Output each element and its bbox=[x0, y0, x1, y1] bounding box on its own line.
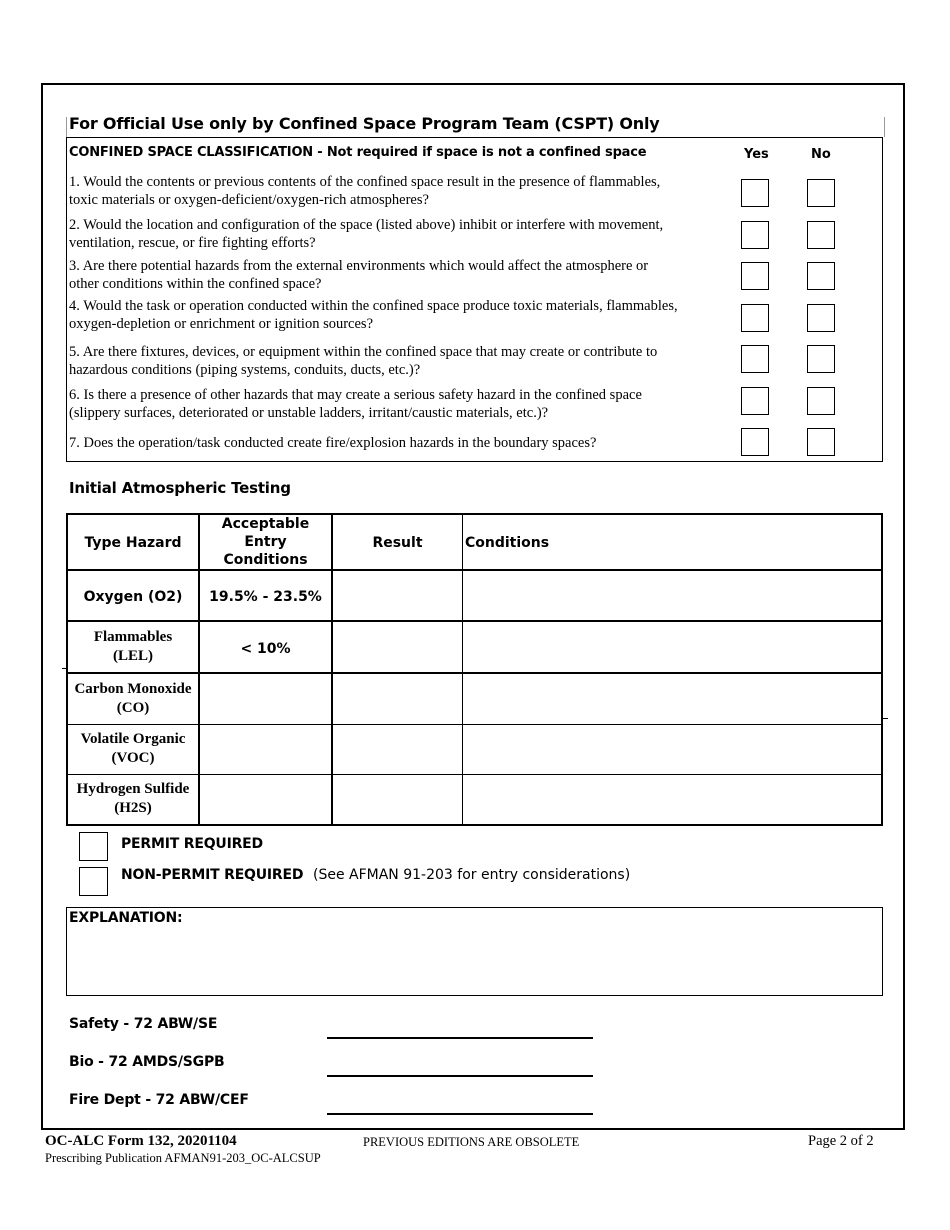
question-1-line2: toxic materials or oxygen-deficient/oxygen-rich atmospheres? bbox=[69, 192, 429, 208]
acceptable-cell: < 10% bbox=[199, 621, 332, 673]
hazard-cell: Oxygen (O2) bbox=[67, 570, 199, 621]
table-row bbox=[67, 621, 882, 673]
footer-editions-note: PREVIOUS EDITIONS ARE OBSOLETE bbox=[363, 1135, 580, 1149]
signature-label-safety: Safety - 72 ABW/SE bbox=[69, 1016, 218, 1032]
result-cell[interactable] bbox=[332, 621, 463, 673]
conditions-cell[interactable] bbox=[463, 673, 883, 724]
result-cell[interactable] bbox=[332, 570, 463, 621]
acceptable-cell[interactable] bbox=[199, 724, 332, 774]
question-6 bbox=[69, 386, 734, 422]
question-2-line2: ventilation, rescue, or fire fighting efforts? bbox=[69, 235, 316, 251]
non-permit-required-checkbox[interactable] bbox=[79, 867, 108, 896]
question-6-no-checkbox[interactable] bbox=[807, 387, 835, 415]
atmospheric-table bbox=[66, 513, 883, 826]
table-row bbox=[67, 570, 882, 621]
table-row bbox=[67, 724, 882, 774]
question-4-line2: oxygen-depletion or enrichment or ignition sources? bbox=[69, 316, 374, 332]
question-6-yes-checkbox[interactable] bbox=[741, 387, 769, 415]
question-6-line1: 6. Is there a presence of other hazards that may create a serious safety hazard in the confined space bbox=[69, 387, 642, 403]
table-row bbox=[67, 774, 882, 825]
hazard-cell: Volatile Organic (VOC) bbox=[67, 724, 199, 774]
question-1-line1: 1. Would the contents or previous contents of the confined space result in the presence of flammables, bbox=[69, 174, 661, 190]
question-2-line1: 2. Would the location and configuration of the space (listed above) inhibit or interfere with movement, bbox=[69, 217, 664, 233]
question-2-yes-checkbox[interactable] bbox=[741, 221, 769, 249]
yes-column-header: Yes bbox=[744, 147, 769, 162]
question-5-line1: 5. Are there fixtures, devices, or equipment within the confined space that may create or contribute to bbox=[69, 344, 658, 360]
conditions-cell[interactable] bbox=[463, 621, 883, 673]
table-edge-tick bbox=[881, 718, 888, 719]
question-4 bbox=[69, 297, 741, 333]
question-2 bbox=[69, 216, 734, 252]
table-edge-tick bbox=[62, 668, 68, 669]
result-cell[interactable] bbox=[332, 673, 463, 724]
question-3-line1: 3. Are there potential hazards from the external environments which would affect the atmosphere or bbox=[69, 258, 649, 274]
question-5-yes-checkbox[interactable] bbox=[741, 345, 769, 373]
question-5-no-checkbox[interactable] bbox=[807, 345, 835, 373]
classification-heading: CONFINED SPACE CLASSIFICATION - Not required if space is not a confined space bbox=[69, 145, 647, 160]
hazard-cell: Carbon Monoxide (CO) bbox=[67, 673, 199, 724]
conditions-header: Conditions bbox=[463, 514, 883, 570]
hazard-cell: Hydrogen Sulfide (H2S) bbox=[67, 774, 199, 825]
question-7-yes-checkbox[interactable] bbox=[741, 428, 769, 456]
signature-line-bio[interactable] bbox=[327, 1075, 593, 1077]
signature-label-fire: Fire Dept - 72 ABW/CEF bbox=[69, 1092, 249, 1108]
question-6-line2: (slippery surfaces, deteriorated or unstable ladders, irritant/caustic materials, etc.)? bbox=[69, 405, 549, 421]
acceptable-header: Acceptable Entry Conditions bbox=[199, 514, 332, 570]
permit-required-checkbox[interactable] bbox=[79, 832, 108, 861]
footer-form-id: OC-ALC Form 132, 20201104 bbox=[45, 1133, 237, 1149]
signature-line-safety[interactable] bbox=[327, 1037, 593, 1039]
acceptable-cell: 19.5% - 23.5% bbox=[199, 570, 332, 621]
explanation-label: EXPLANATION: bbox=[69, 910, 183, 926]
permit-note: (See AFMAN 91-203 for entry considerations) bbox=[313, 867, 631, 883]
hazard-cell: Flammables (LEL) bbox=[67, 621, 199, 673]
acceptable-cell[interactable] bbox=[199, 774, 332, 825]
explanation-box[interactable] bbox=[66, 907, 883, 996]
question-3-no-checkbox[interactable] bbox=[807, 262, 835, 290]
conditions-cell[interactable] bbox=[463, 724, 883, 774]
atmospheric-section-title: Initial Atmospheric Testing bbox=[69, 479, 291, 497]
conditions-cell[interactable] bbox=[463, 774, 883, 825]
result-cell[interactable] bbox=[332, 724, 463, 774]
table-row bbox=[67, 673, 882, 724]
footer-publication: Prescribing Publication AFMAN91-203_OC-ALCSUP bbox=[45, 1151, 321, 1165]
question-4-line1: 4. Would the task or operation conducted within the confined space produce toxic materials, flammables, bbox=[69, 298, 678, 314]
question-5 bbox=[69, 343, 734, 379]
question-1-yes-checkbox[interactable] bbox=[741, 179, 769, 207]
question-7-no-checkbox[interactable] bbox=[807, 428, 835, 456]
signature-line-fire[interactable] bbox=[327, 1113, 593, 1115]
non-permit-required-label: NON-PERMIT REQUIRED bbox=[121, 867, 304, 883]
question-3-line2: other conditions within the confined space? bbox=[69, 276, 322, 292]
type-hazard-header: Type Hazard bbox=[67, 514, 199, 570]
result-header: Result bbox=[332, 514, 463, 570]
permit-required-label: PERMIT REQUIRED bbox=[121, 836, 263, 852]
no-column-header: No bbox=[811, 147, 831, 162]
signature-label-bio: Bio - 72 AMDS/SGPB bbox=[69, 1054, 225, 1070]
page-title: For Official Use only by Confined Space Program Team (CSPT) Only bbox=[69, 114, 660, 133]
question-4-yes-checkbox[interactable] bbox=[741, 304, 769, 332]
question-7 bbox=[69, 434, 734, 452]
question-3 bbox=[69, 257, 734, 293]
result-cell[interactable] bbox=[332, 774, 463, 825]
question-5-line2: hazardous conditions (piping systems, conduits, ducts, etc.)? bbox=[69, 362, 421, 378]
question-7-line1: 7. Does the operation/task conducted create fire/explosion hazards in the boundary spaces? bbox=[69, 435, 597, 451]
acceptable-cell[interactable] bbox=[199, 673, 332, 724]
question-3-yes-checkbox[interactable] bbox=[741, 262, 769, 290]
footer-page-number: Page 2 of 2 bbox=[808, 1133, 874, 1149]
question-4-no-checkbox[interactable] bbox=[807, 304, 835, 332]
conditions-cell[interactable] bbox=[463, 570, 883, 621]
table-header-row bbox=[67, 514, 882, 570]
question-1-no-checkbox[interactable] bbox=[807, 179, 835, 207]
question-2-no-checkbox[interactable] bbox=[807, 221, 835, 249]
question-1 bbox=[69, 173, 734, 209]
